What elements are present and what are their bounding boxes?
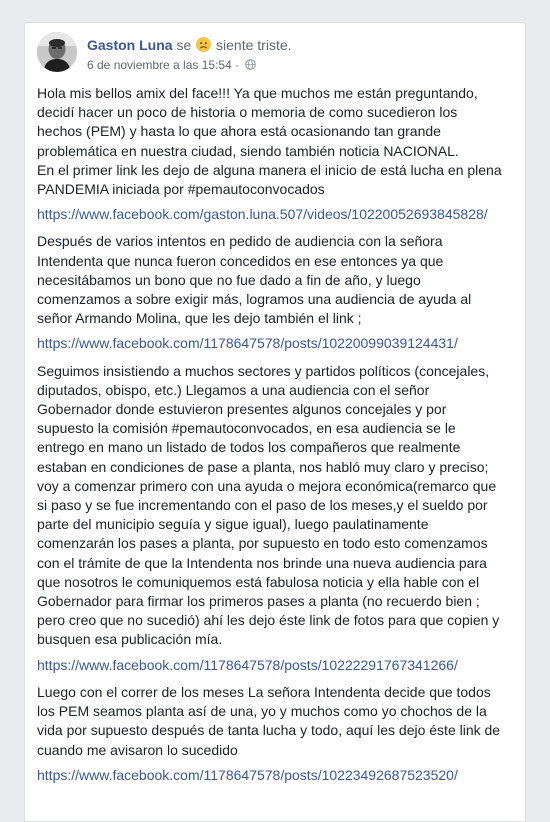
- post-paragraph: [37, 362, 513, 675]
- feeling-text[interactable]: siente triste.: [216, 37, 292, 53]
- name-line: [87, 37, 292, 53]
- sad-face-emoji-icon: [196, 37, 211, 52]
- author-name[interactable]: Gaston Luna: [87, 37, 173, 53]
- post-body: [37, 84, 513, 793]
- post-paragraph: [37, 84, 513, 224]
- post-card: [24, 22, 526, 822]
- post-link[interactable]: https://www.facebook.com/1178647578/posts/10220099039124431/: [37, 335, 458, 352]
- post-link[interactable]: https://www.facebook.com/1178647578/posts/10223492687523520/: [37, 766, 458, 783]
- feeling-prefix: se: [176, 37, 192, 53]
- paragraph-text: Después de varios intentos en pedido de audiencia con la señora Intendenta que nunca fueron concedidos en ese entonces ya que necesitábamos un bono que no fue dado a fin de año, y luego comenzamos a sobre exigir más, logramos una audiencia de ayuda al señor Armando Molina, que les dejo también el link ;: [37, 233, 472, 327]
- paragraph-text: Seguimos insistiendo a muchos sectores y partidos políticos (concejales, diputados, obispo, etc.) Llegamos a una audiencia con el señor Gobernador donde estuvieron presentes algunos concejales y por supuesto la comisión #pemautoconvocados, en esa audiencia se le entrego en mano un listado de todos los compañeros que realmente estaban en condiciones de pase a planta, nos habló muy claro y preciso; voy a comenzar primero con una ayuda o mejora económica(remarco que si paso y se fue incrementando con el paso de los meses,y el sueldo por parte del municipio seguía y sigue igual), luego paulatinamente comenzarán los pases a planta, por supuesto en todo esto comenzamos con el trámite de que la Intendenta nos brinde una nueva audiencia para que nosotros le comuniquemos está fabulosa noticia y ella hable con el Gobernador para firmar los primeros pases a planta (no recuerdo bien ; pero creo que no sucedió) ahí les dejo éste link de fotos para que copien y busquen esa publicación mía.: [37, 362, 500, 648]
- profile-photo-icon: [37, 32, 77, 72]
- post-link[interactable]: https://www.facebook.com/1178647578/posts/10222291767341266/: [37, 656, 458, 673]
- globe-icon[interactable]: [245, 59, 256, 70]
- post-link[interactable]: https://www.facebook.com/gaston.luna.507/videos/10220052693845828/: [37, 206, 488, 223]
- meta-separator: ·: [235, 58, 240, 72]
- post-meta: [87, 58, 256, 72]
- paragraph-text: Luego con el correr de los meses La señora Intendenta decide que todos los PEM seamos planta así de una, yo y muchos como yo chochos de la vida por supuesto después de tanta lucha y todo, aquí les dejo éste link de cuando me avisaron lo sucedido: [37, 683, 501, 758]
- post-paragraph: [37, 232, 513, 353]
- post-header: [37, 32, 513, 80]
- timestamp[interactable]: 6 de noviembre a las 15:54: [87, 58, 232, 72]
- avatar[interactable]: [37, 32, 77, 72]
- paragraph-text: Hola mis bellos amix del face!!! Ya que muchos me están preguntando, decidí hacer un poco de historia o memoria de como sucedieron los hechos (PEM) y hasta lo que ahora está ocasionando tan grande problemática en nuestra ciudad, siendo también noticia NACIONAL. En el primer link les dejo de alguna manera el inicio de está lucha en plena PANDEMIA iniciada por #pemautoconvocados: [37, 85, 502, 198]
- post-paragraph: [37, 683, 513, 785]
